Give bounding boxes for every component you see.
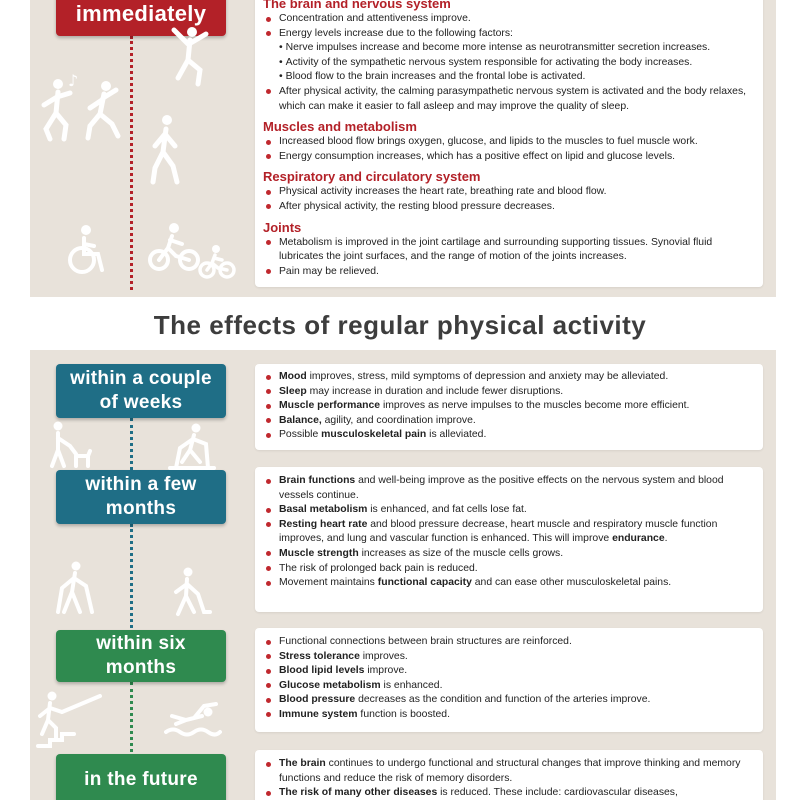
- item-text: is enhanced, and fat cells lose fat.: [367, 504, 527, 516]
- list-item: [263, 562, 753, 577]
- emphasized-text: Stress tolerance: [279, 650, 360, 662]
- list-item: [263, 150, 753, 165]
- section-title: The effects of regular physical activity: [153, 310, 647, 340]
- dog-walker-icon: [46, 420, 92, 470]
- section-heading: Respiratory and circulatory system: [263, 169, 481, 185]
- emphasized-text: Mood: [279, 371, 307, 382]
- item-text: agility, and coordination improve.: [321, 414, 476, 426]
- list-item: [263, 547, 753, 562]
- effects-list: [263, 135, 753, 164]
- dancing-figure-icon: [82, 78, 124, 144]
- item-text: Nerve impulses increase and become more intense as neurotransmitter secretion increases.: [285, 42, 711, 54]
- svg-text:♪: ♪: [68, 72, 79, 90]
- emphasized-text: Sleep: [279, 385, 307, 397]
- list-item: [263, 693, 753, 708]
- emphasized-text: Resting heart rate: [279, 518, 368, 530]
- list-item: [263, 635, 753, 650]
- hockey-player-icon: [168, 566, 212, 620]
- effects-list: [263, 474, 753, 591]
- list-item: [263, 265, 753, 280]
- cyclist-icon: [148, 222, 200, 274]
- item-text: may increase in duration and include fewer disruptions.: [306, 385, 564, 397]
- list-item: [263, 474, 753, 503]
- period-label-text: within a few months: [85, 474, 197, 519]
- item-text: Movement maintains: [279, 577, 378, 589]
- item-text: function is boosted.: [357, 708, 450, 720]
- emphasized-text: endurance: [612, 533, 665, 545]
- list-item: [263, 428, 753, 443]
- section-heading: The brain and nervous system: [263, 0, 451, 11]
- timeline-dotted-line: [130, 524, 133, 628]
- item-text: Pain may be relieved.: [279, 265, 379, 277]
- emphasized-text: Glucose metabolism: [279, 679, 381, 691]
- item-text: The risk of prolonged back pain is reduced.: [279, 562, 478, 574]
- list-item: [263, 757, 753, 786]
- list-item: [263, 664, 753, 679]
- list-item: [263, 414, 753, 429]
- period-label-future: [56, 754, 226, 800]
- list-item: [263, 200, 753, 215]
- list-item: [263, 503, 753, 518]
- emphasized-text: The brain: [279, 758, 326, 769]
- immediate-effects-card: [255, 0, 763, 287]
- item-text: Possible: [279, 429, 322, 441]
- emphasized-text: Basal metabolism: [279, 504, 368, 516]
- emphasized-text: Balance,: [279, 414, 322, 426]
- effects-list: [263, 236, 753, 280]
- timeline-dotted-line: [130, 418, 133, 470]
- item-text: increases as size of the muscle cells grows.: [358, 547, 564, 559]
- item-text: continues to undergo functional and structural changes that improve thinking and memory functions and reduce the risk of memory disorders.: [279, 758, 741, 784]
- timeline-dotted-line: [130, 36, 133, 290]
- period-label-text: within a couple of weeks: [70, 368, 212, 413]
- item-text: improves, stress, mild symptoms of depression and anxiety may be alleviated.: [306, 371, 669, 382]
- sub-bullet: •: [279, 71, 283, 83]
- item-text: After physical activity, the calming parasympathetic nervous system is activated and the body relaxes, which can make it easier to fall asleep and may improve the quality of sleep.: [279, 85, 747, 112]
- list-item: [263, 399, 753, 414]
- effects-list: [263, 370, 753, 443]
- item-text: Functional connections between brain structures are reinforced.: [279, 636, 572, 647]
- sub-list-item: [263, 41, 753, 56]
- sub-bullet: •: [279, 42, 283, 54]
- item-text: improves as nerve impulses to the muscles become more efficient.: [380, 400, 690, 412]
- list-item: [263, 518, 753, 547]
- sub-bullet: •: [279, 56, 283, 68]
- item-text: Physical activity increases the heart rate, breathing rate and blood flow.: [279, 186, 607, 198]
- stair-climber-icon: [34, 688, 106, 748]
- emphasized-text: functional capacity: [377, 577, 472, 589]
- period-label-few-months: [56, 470, 226, 524]
- timeline-dotted-line: [130, 682, 133, 752]
- effects-list: [263, 635, 753, 723]
- item-text: Blood flow to the brain increases and the frontal lobe is activated.: [285, 71, 586, 83]
- item-text: and well-being improve as the positive effects on the nervous system and blood vessels continue.: [279, 475, 724, 501]
- item-text: .: [664, 533, 668, 545]
- period-card-couple-weeks: [255, 364, 763, 450]
- list-item: [263, 650, 753, 665]
- jumping-figure-icon: [168, 8, 212, 88]
- cross-country-skier-icon: [168, 422, 218, 472]
- item-text: Energy levels increase due to the following factors:: [279, 27, 513, 39]
- section-heading: Joints: [263, 219, 302, 235]
- item-text: Metabolism is improved in the joint cartilage and surrounding supporting tissues. Synovial fluid lubricates the joint surfaces, and the range of motion of the joints increases.: [279, 236, 713, 263]
- list-item: [263, 236, 753, 265]
- period-label-text: immediately: [75, 1, 207, 26]
- period-label-text: within six months: [96, 633, 186, 678]
- item-text: improves.: [359, 650, 408, 662]
- period-card-six-months: [255, 628, 763, 732]
- item-text: Concentration and attentiveness improve.: [279, 13, 471, 24]
- list-item: [263, 786, 753, 800]
- list-item: [263, 370, 753, 385]
- effects-list: [263, 757, 753, 800]
- item-text: After physical activity, the resting blood pressure decreases.: [279, 200, 555, 212]
- emphasized-text: Muscle strength: [279, 547, 359, 559]
- list-item: [263, 12, 753, 27]
- walker-with-poles-icon: [52, 560, 98, 616]
- section-heading: Muscles and metabolism: [263, 119, 417, 135]
- sub-list-item: [263, 56, 753, 71]
- walking-figure-icon: [145, 112, 185, 186]
- list-item: [263, 135, 753, 150]
- emphasized-text: Brain functions: [279, 475, 356, 486]
- sub-list-item: [263, 70, 753, 85]
- item-text: and blood pressure decrease, heart muscle and respiratory muscle function improves, and lung and vascular function is enhanced. This will improve: [279, 518, 718, 545]
- list-item: [263, 708, 753, 723]
- period-card-future: [255, 750, 763, 800]
- list-item: [263, 27, 753, 42]
- brain-effects-list: [263, 12, 753, 114]
- emphasized-text: musculoskeletal pain: [321, 429, 427, 441]
- item-text: Increased blood flow brings oxygen, glucose, and lipids to the muscles to fuel muscle work.: [279, 136, 698, 148]
- item-text: and can ease other musculoskeletal pains.: [471, 577, 672, 589]
- item-text: is alleviated.: [426, 429, 487, 441]
- period-label-text: in the future: [84, 769, 198, 790]
- list-item: [263, 385, 753, 400]
- item-text: improve.: [364, 665, 408, 677]
- list-item: [263, 679, 753, 694]
- item-text: Activity of the sympathetic nervous system responsible for activating the body increases.: [285, 56, 693, 68]
- child-cyclist-icon: [198, 244, 236, 280]
- item-text: decreases as the condition and function of the arteries improve.: [355, 694, 651, 706]
- emphasized-text: Blood lipid levels: [279, 665, 365, 677]
- list-item: [263, 185, 753, 200]
- wheelchair-user-icon: [64, 224, 108, 276]
- emphasized-text: Immune system: [279, 708, 358, 720]
- list-item: [263, 576, 753, 591]
- item-text: is reduced. These include: cardiovascular diseases,: [437, 787, 678, 799]
- swimmer-icon: [164, 702, 222, 738]
- emphasized-text: Muscle performance: [279, 400, 381, 412]
- period-label-couple-weeks: [56, 364, 226, 418]
- period-card-few-months: [255, 467, 763, 612]
- emphasized-text: Blood pressure: [279, 694, 356, 706]
- list-item: [263, 85, 753, 114]
- item-text: Energy consumption increases, which has a positive effect on lipid and glucose levels.: [279, 150, 676, 162]
- item-text: is enhanced.: [380, 679, 443, 691]
- period-label-six-months: [56, 630, 226, 682]
- emphasized-text: The risk of many other diseases: [279, 787, 438, 799]
- effects-list: [263, 185, 753, 214]
